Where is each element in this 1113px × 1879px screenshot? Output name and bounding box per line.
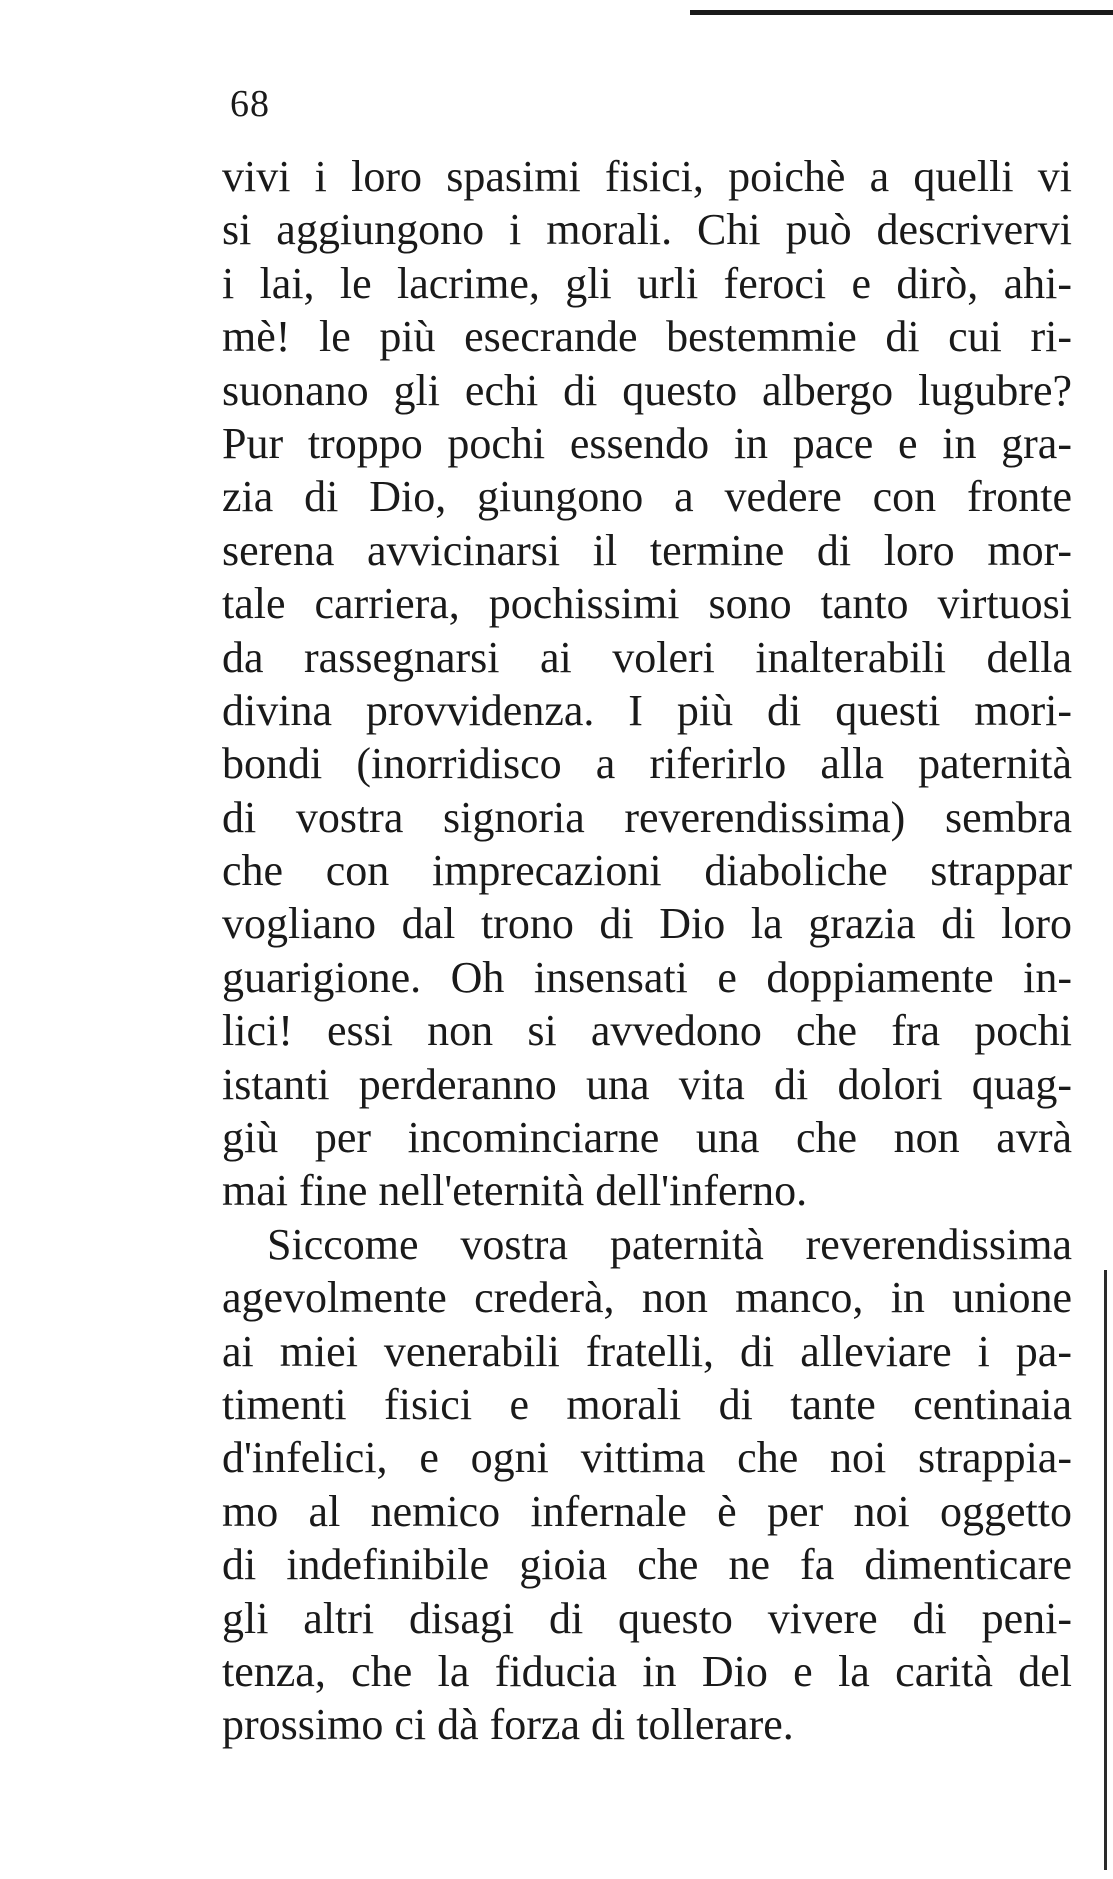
text-line: agevolmente crederà, non manco, in unione bbox=[222, 1273, 1072, 1323]
text-line: ai miei venerabili fratelli, di alleviare i pa- bbox=[222, 1326, 1072, 1376]
text-line: timenti fisici e morali di tante centinaia bbox=[222, 1379, 1072, 1429]
paragraph-1 bbox=[222, 150, 1072, 1218]
body-text bbox=[222, 150, 1072, 1752]
text-line: di indefinibile gioia che ne fa dimenticare bbox=[222, 1540, 1072, 1590]
page-number: 68 bbox=[230, 83, 270, 125]
text-line: divina provvidenza. I più di questi mori- bbox=[222, 685, 1072, 735]
text-line: lici! essi non si avvedono che fra pochi bbox=[222, 1006, 1072, 1056]
text-line: tale carriera, pochissimi sono tanto virtuosi bbox=[222, 579, 1072, 629]
paragraph-2 bbox=[222, 1218, 1072, 1752]
text-line: Pur troppo pochi essendo in pace e in gra- bbox=[222, 418, 1072, 468]
text-line: zia di Dio, giungono a vedere con fronte bbox=[222, 472, 1072, 522]
text-line: vivi i loro spasimi fisici, poichè a quelli vi bbox=[222, 152, 1072, 201]
page-edge-rule bbox=[1104, 1270, 1107, 1870]
text-line: da rassegnarsi ai voleri inalterabili della bbox=[222, 632, 1072, 682]
text-line: mè! le più esecrande bestemmie di cui ri- bbox=[222, 312, 1072, 362]
text-line: tenza, che la fiducia in Dio e la carità del bbox=[222, 1646, 1072, 1696]
text-line: di vostra signoria reverendissima) sembra bbox=[222, 792, 1072, 842]
text-line: giù per incominciarne una che non avrà bbox=[222, 1113, 1072, 1163]
text-line: si aggiungono i morali. Chi può descrivervi bbox=[222, 205, 1072, 255]
text-line: gli altri disagi di questo vivere di peni- bbox=[222, 1593, 1072, 1643]
top-rule bbox=[690, 10, 1113, 15]
text-line: mo al nemico infernale è per noi oggetto bbox=[222, 1486, 1072, 1536]
text-line: d'infelici, e ogni vittima che noi strappia- bbox=[222, 1433, 1072, 1483]
text-line: mai fine nell'eternità dell'inferno. bbox=[222, 1166, 808, 1216]
text-line: che con imprecazioni diaboliche strappar bbox=[222, 846, 1072, 896]
text-line: vogliano dal trono di Dio la grazia di loro bbox=[222, 899, 1072, 949]
text-line: prossimo ci dà forza di tollerare. bbox=[222, 1700, 794, 1750]
text-line: istanti perderanno una vita di dolori quag- bbox=[222, 1059, 1072, 1109]
text-line: suonano gli echi di questo albergo lugubre? bbox=[222, 365, 1072, 415]
text-line: serena avvicinarsi il termine di loro mor- bbox=[222, 525, 1072, 575]
text-line: Siccome vostra paternità reverendissima bbox=[267, 1219, 1072, 1269]
text-line: guarigione. Oh insensati e doppiamente in- bbox=[222, 952, 1072, 1002]
text-line: i lai, le lacrime, gli urli feroci e dirò, ahi- bbox=[222, 258, 1072, 308]
text-line: bondi (inorridisco a riferirlo alla paternità bbox=[222, 739, 1072, 789]
